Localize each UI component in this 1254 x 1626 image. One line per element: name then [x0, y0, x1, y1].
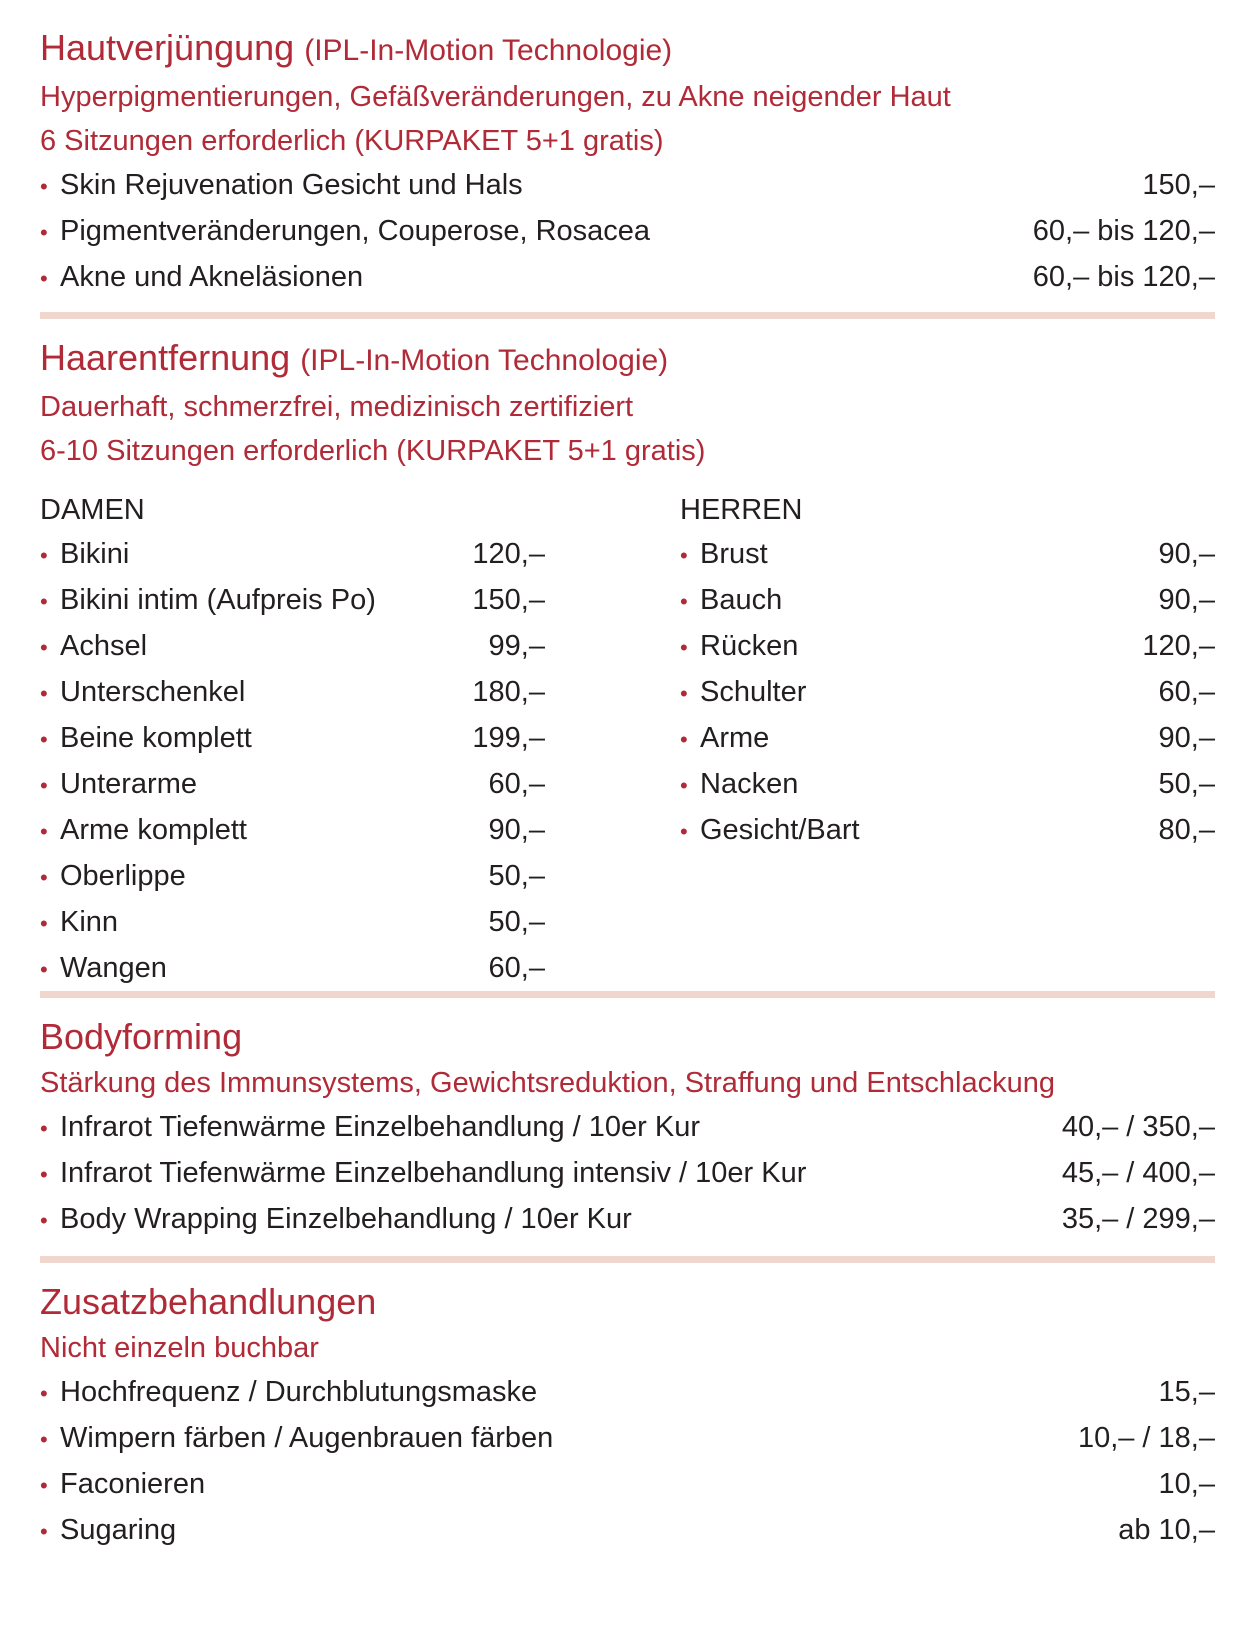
list-item — [40, 163, 1215, 209]
list-item — [40, 1105, 1215, 1151]
bullet-icon: • — [40, 220, 48, 245]
item-label: Arme komplett — [60, 814, 247, 846]
item-label: Wangen — [60, 952, 167, 984]
section-title — [40, 24, 1215, 75]
item-price: 99,– — [488, 630, 545, 662]
section-description: Hyperpigmentierungen, Gefäßveränderungen, zu Akne neigender Haut — [40, 81, 951, 113]
item-label: Oberlippe — [60, 860, 186, 892]
item-price: 150,– — [472, 584, 545, 616]
title-subtitle: (IPL-In-Motion Technologie) — [300, 344, 669, 377]
item-label: Gesicht/Bart — [700, 814, 860, 846]
list-item — [40, 1462, 1215, 1508]
item-price: ab 10,– — [1118, 1514, 1215, 1546]
section-haarentfernung — [40, 334, 1215, 473]
list-item — [680, 670, 1215, 716]
list-item — [40, 1508, 1215, 1554]
bullet-icon: • — [680, 773, 688, 798]
item-label: Unterarme — [60, 768, 197, 800]
item-price: 60,– bis 120,– — [1032, 261, 1215, 293]
bullet-icon: • — [40, 681, 48, 706]
item-price: 150,– — [1142, 169, 1215, 201]
item-label: Arme — [700, 722, 770, 754]
item-price: 50,– — [488, 906, 545, 938]
title-text: Haarentfernung — [40, 337, 291, 378]
item-label: Infrarot Tiefenwärme Einzelbehandlung / 10er Kur — [60, 1111, 700, 1143]
list-item — [40, 624, 545, 670]
title-subtitle: (IPL-In-Motion Technologie) — [304, 34, 673, 67]
bullet-icon: • — [40, 773, 48, 798]
bullet-icon: • — [680, 681, 688, 706]
section-description: Nicht einzeln buchbar — [40, 1332, 319, 1364]
item-label: Unterschenkel — [60, 676, 246, 708]
bullet-icon: • — [40, 727, 48, 752]
list-item — [40, 670, 545, 716]
title-text: Hautverjüngung — [40, 27, 295, 68]
list-item — [680, 532, 1215, 578]
section-title: Bodyforming — [40, 1016, 243, 1057]
item-label: Pigmentveränderungen, Couperose, Rosacea — [60, 215, 651, 247]
item-price: 80,– — [1158, 814, 1215, 846]
item-price: 60,– — [488, 952, 545, 984]
item-label: Wimpern färben / Augenbrauen färben — [60, 1422, 554, 1454]
item-price: 90,– — [1158, 538, 1215, 570]
list-item — [40, 255, 1215, 301]
bullet-icon: • — [40, 174, 48, 199]
bullet-icon: • — [40, 589, 48, 614]
list-item — [40, 209, 1215, 255]
bullet-icon: • — [40, 1519, 48, 1544]
section-divider — [40, 991, 1215, 998]
section-title — [40, 334, 1215, 385]
item-price: 90,– — [1158, 722, 1215, 754]
item-price: 40,– / 350,– — [1061, 1111, 1215, 1143]
section-title: Zusatzbehandlungen — [40, 1281, 377, 1322]
item-price: 120,– — [472, 538, 545, 570]
item-price: 50,– — [488, 860, 545, 892]
section-divider — [40, 312, 1215, 319]
herren-heading: HERREN — [680, 494, 803, 526]
item-price: 120,– — [1142, 630, 1215, 662]
item-price: 60,– bis 120,– — [1032, 215, 1215, 247]
item-price: 60,– — [1158, 676, 1215, 708]
item-label: Nacken — [700, 768, 799, 800]
item-label: Achsel — [60, 630, 148, 662]
list-item — [40, 578, 545, 624]
item-label: Bikini intim (Aufpreis Po) — [60, 584, 376, 616]
item-price: 90,– — [1158, 584, 1215, 616]
bullet-icon: • — [680, 543, 688, 568]
section-hautverjuengung — [40, 24, 1215, 301]
damen-column — [40, 488, 545, 992]
bullet-icon: • — [40, 1473, 48, 1498]
bullet-icon: • — [40, 1427, 48, 1452]
section-description: Dauerhaft, schmerzfrei, medizinisch zertifiziert — [40, 391, 634, 423]
item-price: 15,– — [1158, 1376, 1215, 1408]
item-label: Bikini — [60, 538, 130, 570]
list-item — [40, 946, 545, 992]
bullet-icon: • — [40, 266, 48, 291]
item-price: 35,– / 299,– — [1061, 1203, 1215, 1235]
list-item — [40, 900, 545, 946]
item-price: 60,– — [488, 768, 545, 800]
bullet-icon: • — [40, 635, 48, 660]
item-price: 90,– — [488, 814, 545, 846]
list-item — [40, 1416, 1215, 1462]
item-label: Sugaring — [60, 1514, 177, 1546]
list-item — [680, 762, 1215, 808]
item-price: 45,– / 400,– — [1061, 1157, 1215, 1189]
bullet-icon: • — [40, 1162, 48, 1187]
list-item — [680, 578, 1215, 624]
list-item — [40, 854, 545, 900]
bullet-icon: • — [680, 589, 688, 614]
bullet-icon: • — [40, 1208, 48, 1233]
list-item — [40, 1197, 1215, 1243]
list-item — [40, 762, 545, 808]
list-item — [40, 716, 545, 762]
bullet-icon: • — [40, 1116, 48, 1141]
list-item — [680, 716, 1215, 762]
item-label: Bauch — [700, 584, 783, 616]
bullet-icon: • — [680, 819, 688, 844]
section-sessions: 6-10 Sitzungen erforderlich (KURPAKET 5+1 gratis) — [40, 435, 706, 467]
item-label: Hochfrequenz / Durchblutungsmaske — [60, 1376, 538, 1408]
list-item — [40, 1151, 1215, 1197]
list-item — [40, 532, 545, 578]
section-description: Stärkung des Immunsystems, Gewichtsreduktion, Straffung und Entschlackung — [40, 1067, 1055, 1099]
bullet-icon: • — [40, 911, 48, 936]
bullet-icon: • — [40, 957, 48, 982]
item-label: Body Wrapping Einzelbehandlung / 10er Kur — [60, 1203, 632, 1235]
item-price: 199,– — [472, 722, 545, 754]
item-price: 180,– — [472, 676, 545, 708]
item-list — [40, 163, 1215, 301]
bullet-icon: • — [40, 543, 48, 568]
bullet-icon: • — [40, 819, 48, 844]
herren-column — [680, 488, 1215, 854]
bullet-icon: • — [40, 865, 48, 890]
section-divider — [40, 1256, 1215, 1263]
list-item — [40, 1370, 1215, 1416]
item-label: Beine komplett — [60, 722, 252, 754]
section-sessions: 6 Sitzungen erforderlich (KURPAKET 5+1 gratis) — [40, 125, 664, 157]
bullet-icon: • — [680, 727, 688, 752]
list-item — [680, 808, 1215, 854]
item-label: Schulter — [700, 676, 807, 708]
list-item — [680, 624, 1215, 670]
item-label: Faconieren — [60, 1468, 206, 1500]
bullet-icon: • — [680, 635, 688, 660]
damen-heading: DAMEN — [40, 494, 145, 526]
item-label: Akne und Akneläsionen — [60, 261, 364, 293]
item-price: 10,– / 18,– — [1077, 1422, 1215, 1454]
bullet-icon: • — [40, 1381, 48, 1406]
item-label: Kinn — [60, 906, 119, 938]
item-price: 50,– — [1158, 768, 1215, 800]
section-zusatzbehandlungen — [40, 1278, 1215, 1554]
list-item — [40, 808, 545, 854]
item-label: Rücken — [700, 630, 799, 662]
section-bodyforming — [40, 1013, 1215, 1243]
item-label: Skin Rejuvenation Gesicht und Hals — [60, 169, 523, 201]
item-price: 10,– — [1158, 1468, 1215, 1500]
item-label: Infrarot Tiefenwärme Einzelbehandlung intensiv / 10er Kur — [60, 1157, 807, 1189]
item-label: Brust — [700, 538, 768, 570]
